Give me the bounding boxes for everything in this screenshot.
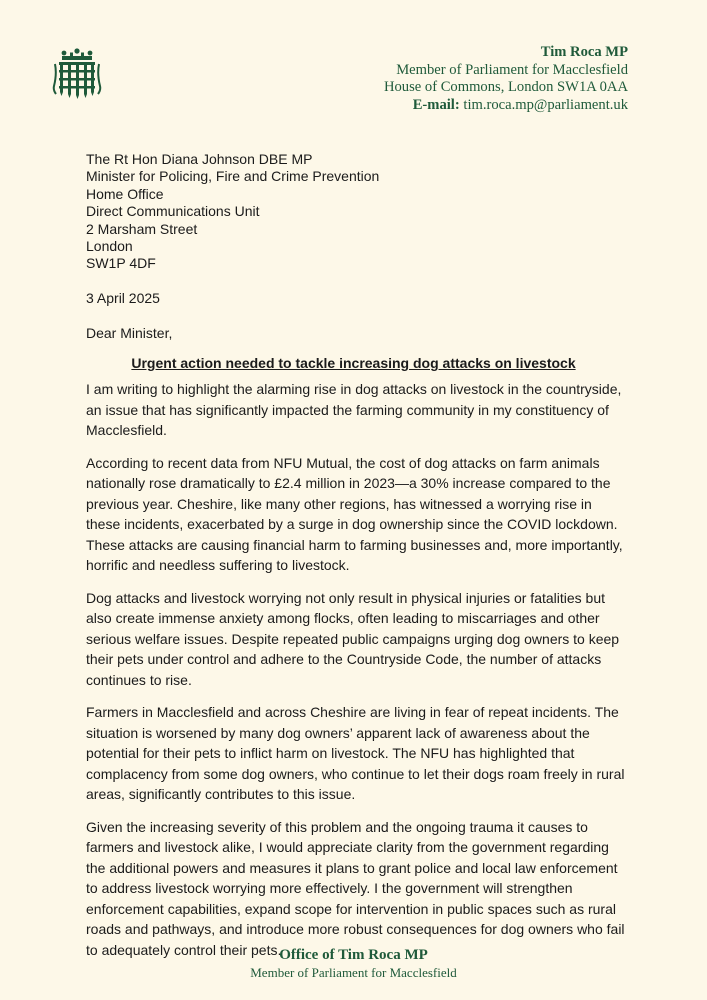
subject-line: Urgent action needed to tackle increasing dog attacks on livestock — [131, 355, 576, 371]
email-label: E-mail: — [412, 96, 460, 113]
body-paragraph: Farmers in Macclesfield and across Cheshire are living in fear of repeat incidents. The situation is worsened by many dog owners’ apparent lack of awareness about the potential for their pets to inflict harm on livestock. The NFU has highlighted that complacency from some dog owners, who continue to let their dogs roam freely in rural areas, significantly contributes to this issue. — [86, 704, 625, 802]
letter-date: 3 April 2025 — [86, 290, 160, 306]
salutation: Dear Minister, — [86, 325, 173, 341]
recipient-line: Home Office — [86, 185, 164, 202]
recipient-line: 2 Marsham Street — [86, 220, 198, 237]
body-paragraph: According to recent data from NFU Mutual, the cost of dog attacks on farm animals nationally rose dramatically to £2.4 million in 2023—a 30% increase compared to the previous year. Cheshire, like many other regions, has witnessed a worrying rise in these incidents, exacerbated by a surge in dog ownership since the COVID lockdown. These attacks are causing financial harm to farming businesses and, more importantly, horrific and needless suffering to livestock. — [86, 454, 623, 573]
recipient-line: Minister for Policing, Fire and Crime Prevention — [86, 168, 380, 185]
recipient-line: SW1P 4DF — [86, 255, 156, 272]
letterhead — [384, 44, 628, 114]
recipient-address — [86, 151, 379, 273]
footer-member: Member of Parliament for Macclesfield — [250, 965, 457, 980]
mp-title: Member of Parliament for Macclesfield — [396, 61, 628, 78]
footer — [0, 946, 707, 981]
recipient-line: Direct Communications Unit — [86, 203, 260, 220]
body-paragraph: Given the increasing severity of this problem and the ongoing trauma it causes to farmers and livestock alike, I would appreciate clarity from the government regarding the additional powers and measures it plans to grant police and local law enforcement to address livestock worrying more effectively. I the government will strengthen enforcement capabilities, expand scope for intervention in public spaces such as rural roads and pathways, and introduce more robust consequences for dog owners who fail to adequately control their pets. — [86, 818, 625, 958]
recipient-line: The Rt Hon Diana Johnson DBE MP — [86, 151, 313, 167]
letter-body — [86, 379, 626, 972]
portcullis-icon — [52, 48, 102, 100]
office-address: House of Commons, London SW1A 0AA — [383, 79, 628, 96]
recipient-line: London — [86, 238, 133, 255]
body-paragraph: I am writing to highlight the alarming rise in dog attacks on livestock in the countryside, an issue that has significantly impacted the farming community in my constituency of Macclesfield. — [86, 381, 622, 438]
email-address[interactable]: tim.roca.mp@parliament.uk — [463, 96, 628, 113]
mp-name: Tim Roca MP — [540, 44, 628, 60]
email-line — [384, 97, 628, 115]
body-paragraph: Dog attacks and livestock worrying not only result in physical injuries or fatalities but also create immense anxiety among flocks, often leading to miscarriages and other serious welfare issues. Despite repeated public campaigns urging dog owners to keep their pets under control and adhere to the Countryside Code, the number of attacks continues to rise. — [86, 589, 620, 688]
footer-office: Office of Tim Roca MP — [279, 947, 428, 963]
